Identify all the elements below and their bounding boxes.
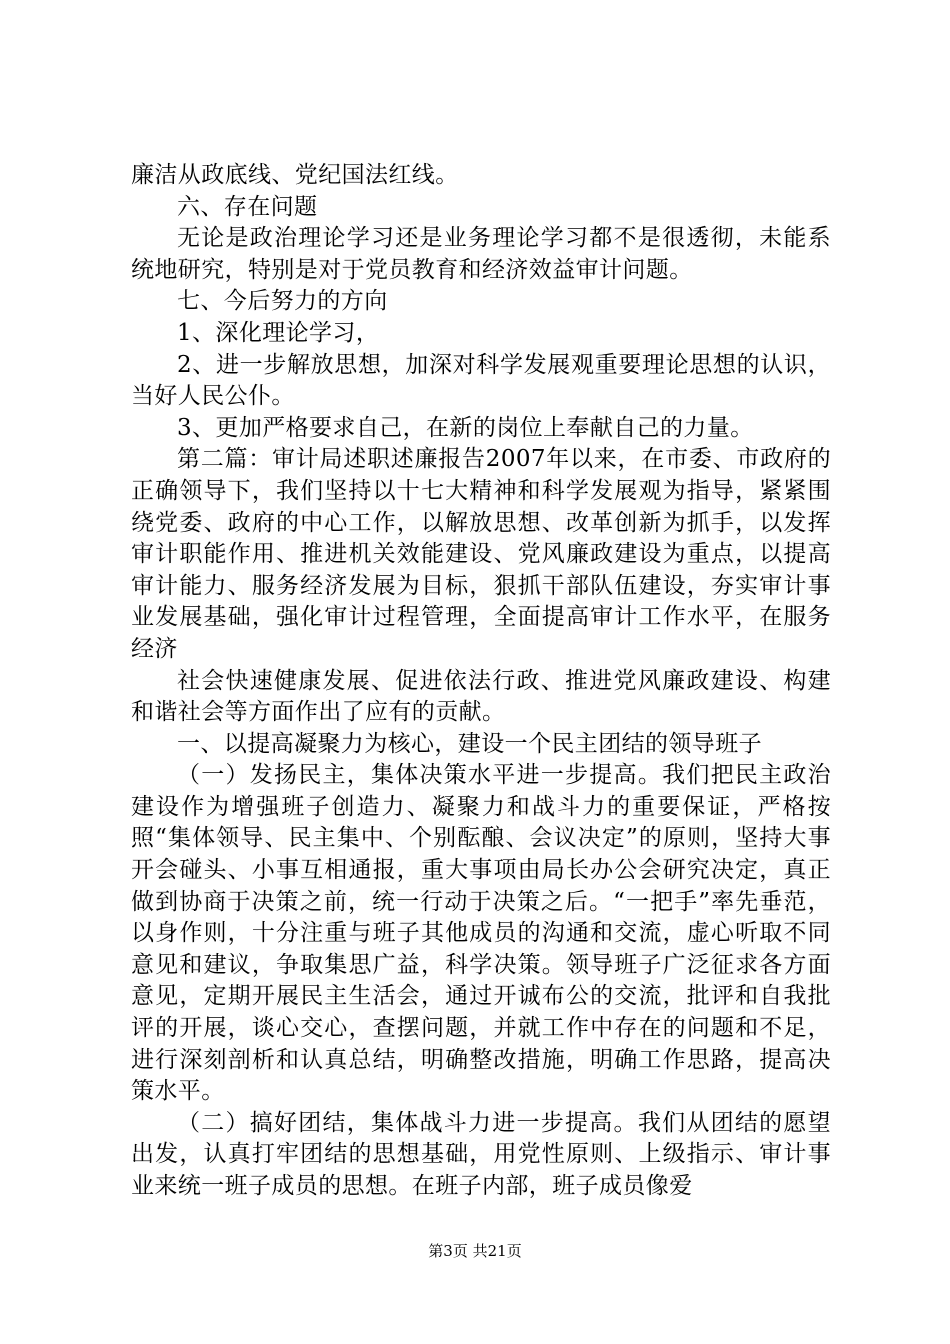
list-item-2: 2、进一步解放思想，加深对科学发展观重要理论思想的认识，当好人民公仆。 (131, 351, 831, 410)
paragraph-continuation: 廉洁从政底线、党纪国法红线。 (131, 162, 459, 188)
list-item-1: 1、深化理论学习， (177, 319, 380, 346)
section-heading-leadership: 一、以提高凝聚力为核心，建设一个民主团结的领导班子 (177, 730, 762, 757)
paragraph-second-report-intro: 第二篇：审计局述职述廉报告2007年以来，在市委、市政府的正确领导下，我们坚持以十七大精神和科学发展观为指导，紧紧围绕党委、政府的中心工作，以解放思想、改革创新为抓手，以发挥审计职能作用、推进机关效能建设、党风廉政建设为重点，以提高审计能力、服务经济发展为目标，狠抓干部队伍建设，夯实审计事业发展基础，强化审计过程管理，全面提高审计工作水平，在服务经济 (131, 446, 831, 662)
section-heading-direction: 七、今后努力的方向 (177, 288, 388, 315)
list-item-3: 3、更加严格要求自己，在新的岗位上奉献自己的力量。 (177, 414, 754, 441)
paragraph-democracy: （一）发扬民主，集体决策水平进一步提高。我们把民主政治建设作为增强班子创造力、凝聚力和战斗力的重要保证，严格按照“集体领导、民主集中、个别酝酿、会议决定”的原则，坚持大事开会碰头、小事互相通报，重大事项由局长办公会研究决定，真正做到协商于决策之前，统一行动于决策之后。“一把手”率先垂范，以身作则，十分注重与班子其他成员的沟通和交流，虚心听取不同意见和建议，争取集思广益，科学决策。领导班子广泛征求各方面意见，定期开展民主生活会，通过开诚布公的交流，批评和自我批评的开展，谈心交心，查摆问题，并就工作中存在的问题和不足，进行深刻剖析和认真总结，明确整改措施，明确工作思路，提高决策水平。 (131, 762, 831, 1105)
page-number: 第3页 共21页 (428, 1242, 522, 1260)
paragraph-unity: （二）搞好团结，集体战斗力进一步提高。我们从团结的愿望出发，认真打牢团结的思想基础，用党性原则、上级指示、审计事业来统一班子成员的思想。在班子内部，班子成员像爱 (131, 1109, 831, 1199)
paragraph-second-report-cont: 社会快速健康发展、促进依法行政、推进党风廉政建设、构建和谐社会等方面作出了应有的贡献。 (131, 667, 831, 726)
paragraph-problems: 无论是政治理论学习还是业务理论学习都不是很透彻，未能系统地研究，特别是对于党员教育和经济效益审计问题。 (131, 225, 831, 283)
document-body (131, 160, 831, 1203)
section-heading-problems: 六、存在问题 (177, 193, 318, 220)
